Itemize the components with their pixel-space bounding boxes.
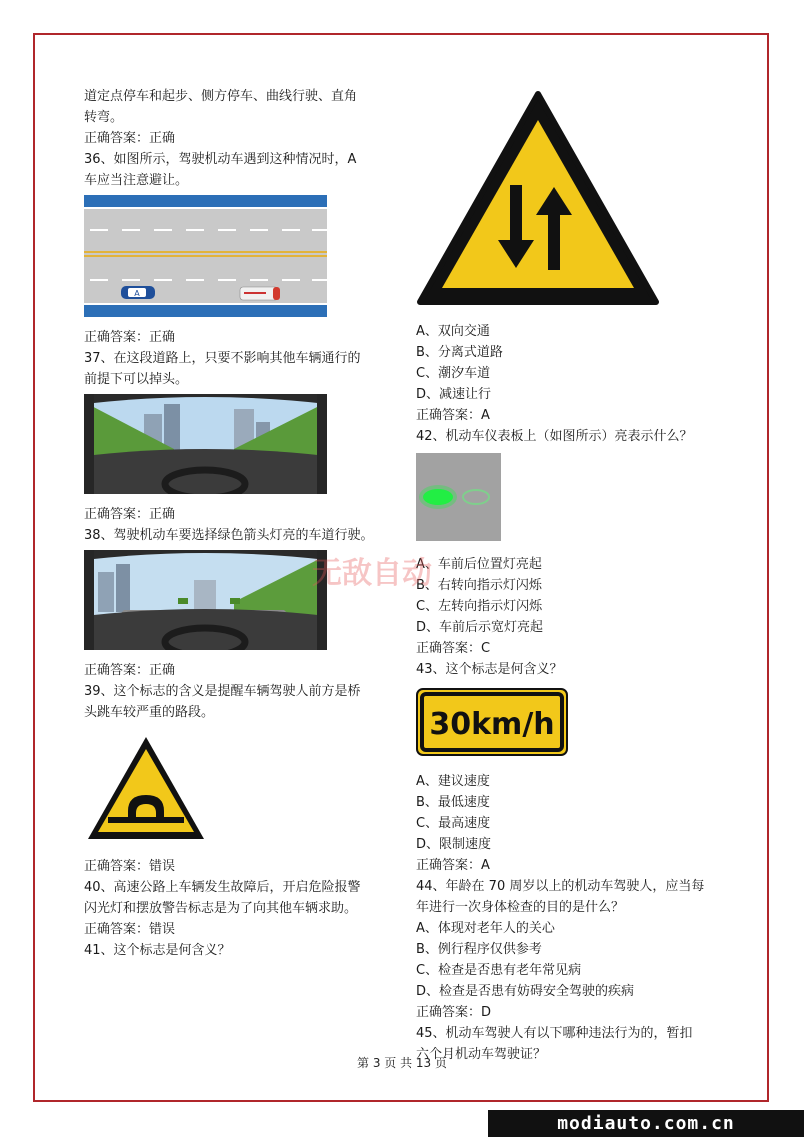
q41-option-d: D、减速让行: [416, 387, 492, 402]
q43-text: 43、这个标志是何含义？: [416, 662, 563, 677]
q44-option-d: D、检查是否患有妨碍安全驾驶的疾病: [416, 984, 635, 999]
q35-text-line2: 转弯。: [84, 110, 124, 125]
q41-option-c: C、潮汐车道: [416, 366, 491, 381]
q45-text-line2: 六个月机动车驾驶证？: [416, 1047, 547, 1062]
q37-text-line1: 37、在这段道路上，只要不影响其他车辆通行的: [84, 351, 361, 366]
q41-text: 41、这个标志是何含义？: [84, 943, 231, 958]
q42-option-c: C、左转向指示灯闪烁: [416, 599, 543, 614]
q44-text-line2: 年进行一次身体检查的目的是什么？: [416, 900, 625, 915]
q36-text-line2: 车应当注意避让。: [84, 173, 189, 188]
q36-answer: 正确答案：正确: [84, 330, 176, 345]
q41-option-b: B、分离式道路: [416, 345, 503, 360]
q42-text: 42、机动车仪表板上（如图所示）亮表示什么？: [416, 429, 693, 444]
speed-30-sign: [416, 688, 736, 763]
q44-option-b: B、例行程序仅供参考: [416, 942, 542, 957]
q38-text: 38、驾驶机动车要选择绿色箭头灯亮的车道行驶。: [84, 528, 374, 543]
q37-text-line2: 前提下可以掉头。: [84, 372, 189, 387]
watermark: 无敌自动: [312, 556, 432, 591]
q45-text-line1: 45、机动车驾驶人有以下哪种违法行为的，暂扣: [416, 1026, 693, 1041]
page-footer: 第 3 页 共 13 页: [357, 1056, 447, 1070]
q43-option-a: A、建议速度: [416, 774, 490, 789]
q44-text-line1: 44、年龄在 70 周岁以上的机动车驾驶人，应当每: [416, 879, 705, 894]
q43-option-d: D、限制速度: [416, 837, 492, 852]
q40-text-line1: 40、高速公路上车辆发生故障后，开启危险报警: [84, 880, 361, 895]
q35-text-line1: 道定点停车和起步、侧方停车、曲线行驶、直角: [84, 89, 358, 104]
left-column: [84, 86, 394, 961]
q42-option-d: D、车前后示宽灯亮起: [416, 620, 544, 635]
right-column: [416, 90, 736, 1065]
q41-option-a: A、双向交通: [416, 324, 490, 339]
q41-answer: 正确答案：A: [416, 408, 490, 423]
q36-text-line1: 36、如图所示，驾驶机动车遇到这种情况时，A: [84, 152, 357, 167]
q42-answer: 正确答案：C: [416, 641, 491, 656]
q40-answer: 正确答案：错误: [84, 922, 176, 937]
two-way-traffic-sign-icon: [416, 90, 736, 315]
q35-answer: 正确答案：正确: [84, 131, 176, 146]
q43-option-b: B、最低速度: [416, 795, 490, 810]
speed-sign-text: 30km/h: [429, 707, 555, 742]
q43-option-c: C、最高速度: [416, 816, 491, 831]
q42-option-a: A、车前后位置灯亮起: [416, 557, 542, 572]
turn-indicator-icon: [416, 453, 736, 548]
q44-option-a: A、体现对老年人的关心: [416, 921, 555, 936]
q40-text-line2: 闪光灯和摆放警告标志是为了向其他车辆求助。: [84, 901, 358, 916]
q37-windshield-figure: [84, 394, 394, 501]
site-banner: modiauto.com.cn: [488, 1110, 804, 1137]
car-a-label: A: [134, 289, 140, 298]
q43-answer: 正确答案：A: [416, 858, 490, 873]
q38-answer: 正确答案：正确: [84, 663, 176, 678]
bump-warning-sign-icon: [84, 733, 394, 852]
q42-option-b: B、右转向指示灯闪烁: [416, 578, 542, 593]
q44-option-c: C、检查是否患有老年常见病: [416, 963, 582, 978]
q39-answer: 正确答案：错误: [84, 859, 176, 874]
q36-road-figure: [84, 195, 394, 324]
q39-text-line2: 头跳车较严重的路段。: [84, 705, 215, 720]
q39-text-line1: 39、这个标志的含义是提醒车辆驾驶人前方是桥: [84, 684, 361, 699]
q37-answer: 正确答案：正确: [84, 507, 176, 522]
q44-answer: 正确答案：D: [416, 1005, 492, 1020]
